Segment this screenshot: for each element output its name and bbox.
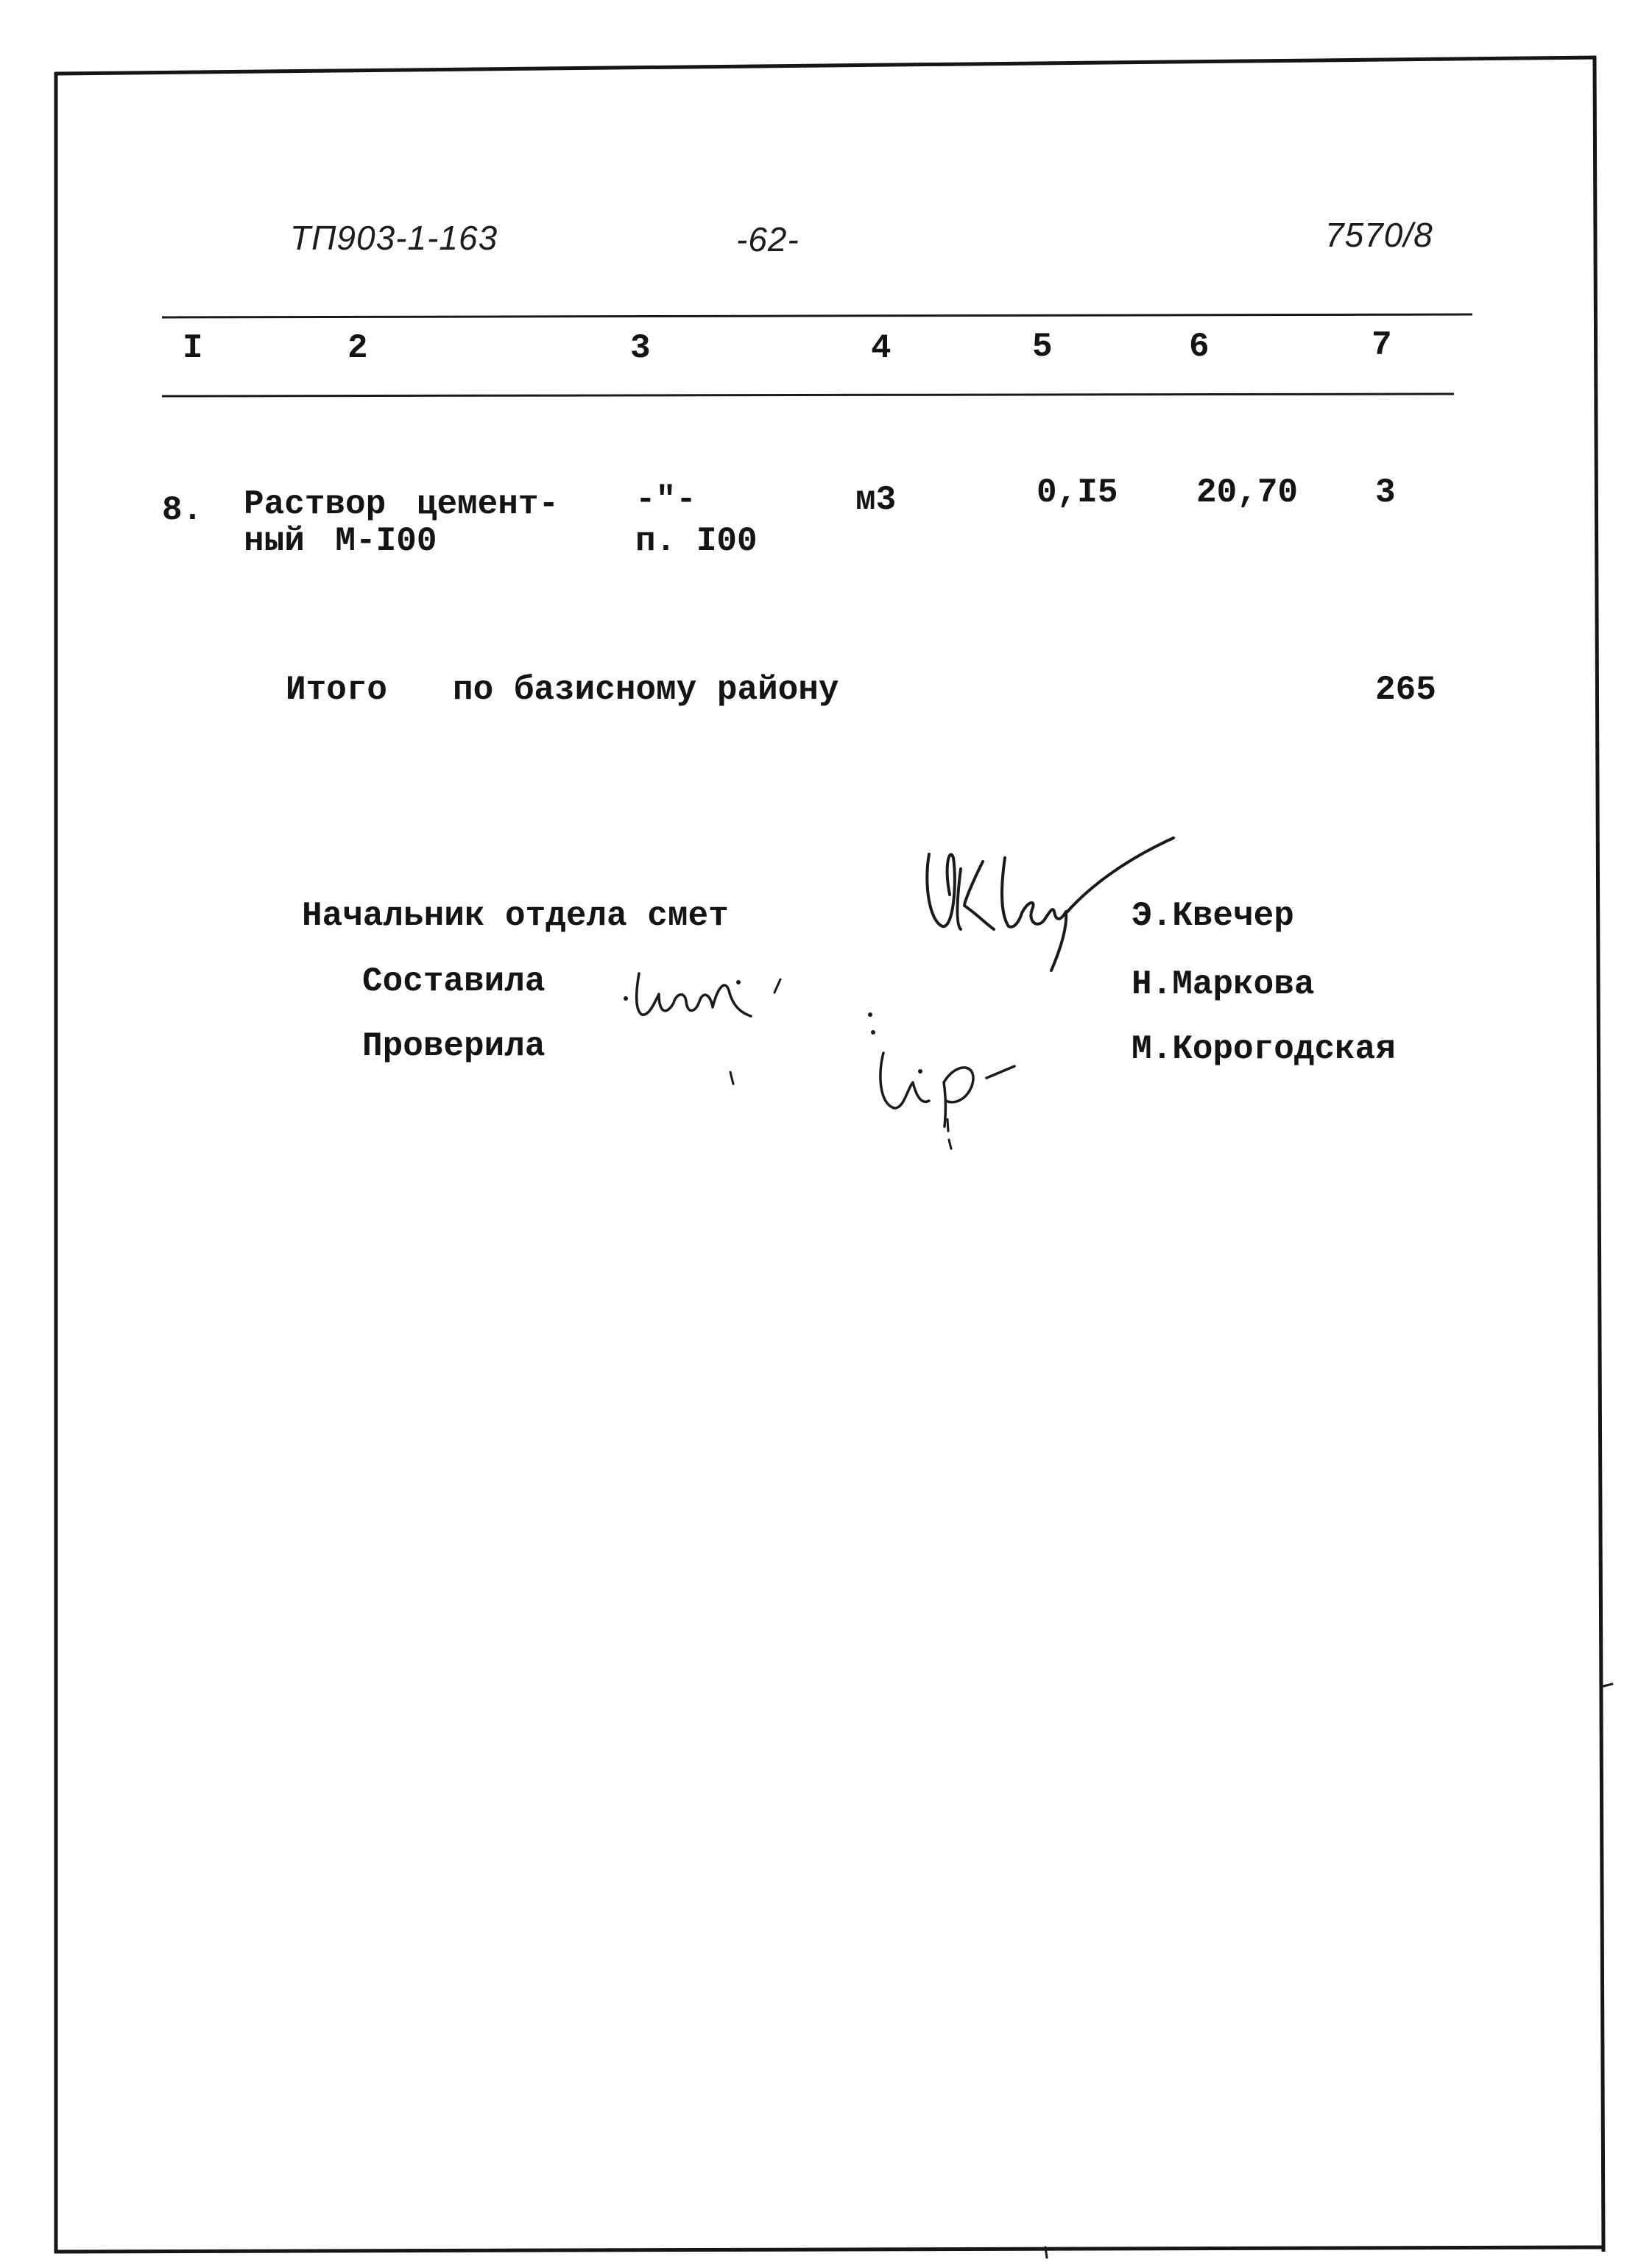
document-number: 7570/8 [1325,216,1433,254]
table-header-rule-top [162,314,1472,317]
frame-right-border [1595,56,1603,2252]
scan-mark-right [1603,1684,1612,1686]
column-number-2: 2 [347,329,368,367]
row-col-6: 20,70 [1196,473,1299,512]
scan-mark-bottom [1045,2247,1047,2258]
signature-role-checked: Проверила [362,1027,546,1065]
table-header-rule-bottom [162,394,1454,396]
column-number-3: 3 [630,329,651,367]
row-number: 8. [162,491,203,529]
row-unit: м3 [855,481,897,519]
row-basis-line-1: -"- [635,481,696,519]
row-col-5: 0,I5 [1037,473,1118,512]
column-number-1: I [183,329,203,367]
signature-role-head: Начальник отдела смет [302,897,729,935]
total-label: Итого [286,671,388,709]
project-code: ТП903-1-163 [290,219,498,257]
row-basis-line-2: п. I00 [635,522,758,560]
frame-bottom-border [54,2247,1605,2252]
signature-name-head: Э.Квечер [1132,897,1294,935]
column-number-6: 6 [1189,328,1210,366]
total-value: 265 [1375,671,1436,709]
column-number-7: 7 [1372,326,1392,364]
row-col-7: 3 [1375,473,1396,512]
signature-name-checked: М.Корогодская [1132,1030,1396,1068]
signature-compiled-by [624,973,780,1084]
signature-checked-by [868,1012,1014,1149]
page-number: -62- [736,220,799,258]
total-text: по базисному району [453,671,839,709]
row-name-line-2: ный М-I00 [244,522,437,560]
signature-role-compiled: Составила [362,962,546,1001]
row-name-line-1: Раствор цемент- [244,485,560,524]
frame-top-border [55,57,1596,74]
column-number-5: 5 [1032,328,1053,366]
column-number-4: 4 [871,329,892,367]
signature-name-compiled: Н.Маркова [1132,965,1315,1004]
